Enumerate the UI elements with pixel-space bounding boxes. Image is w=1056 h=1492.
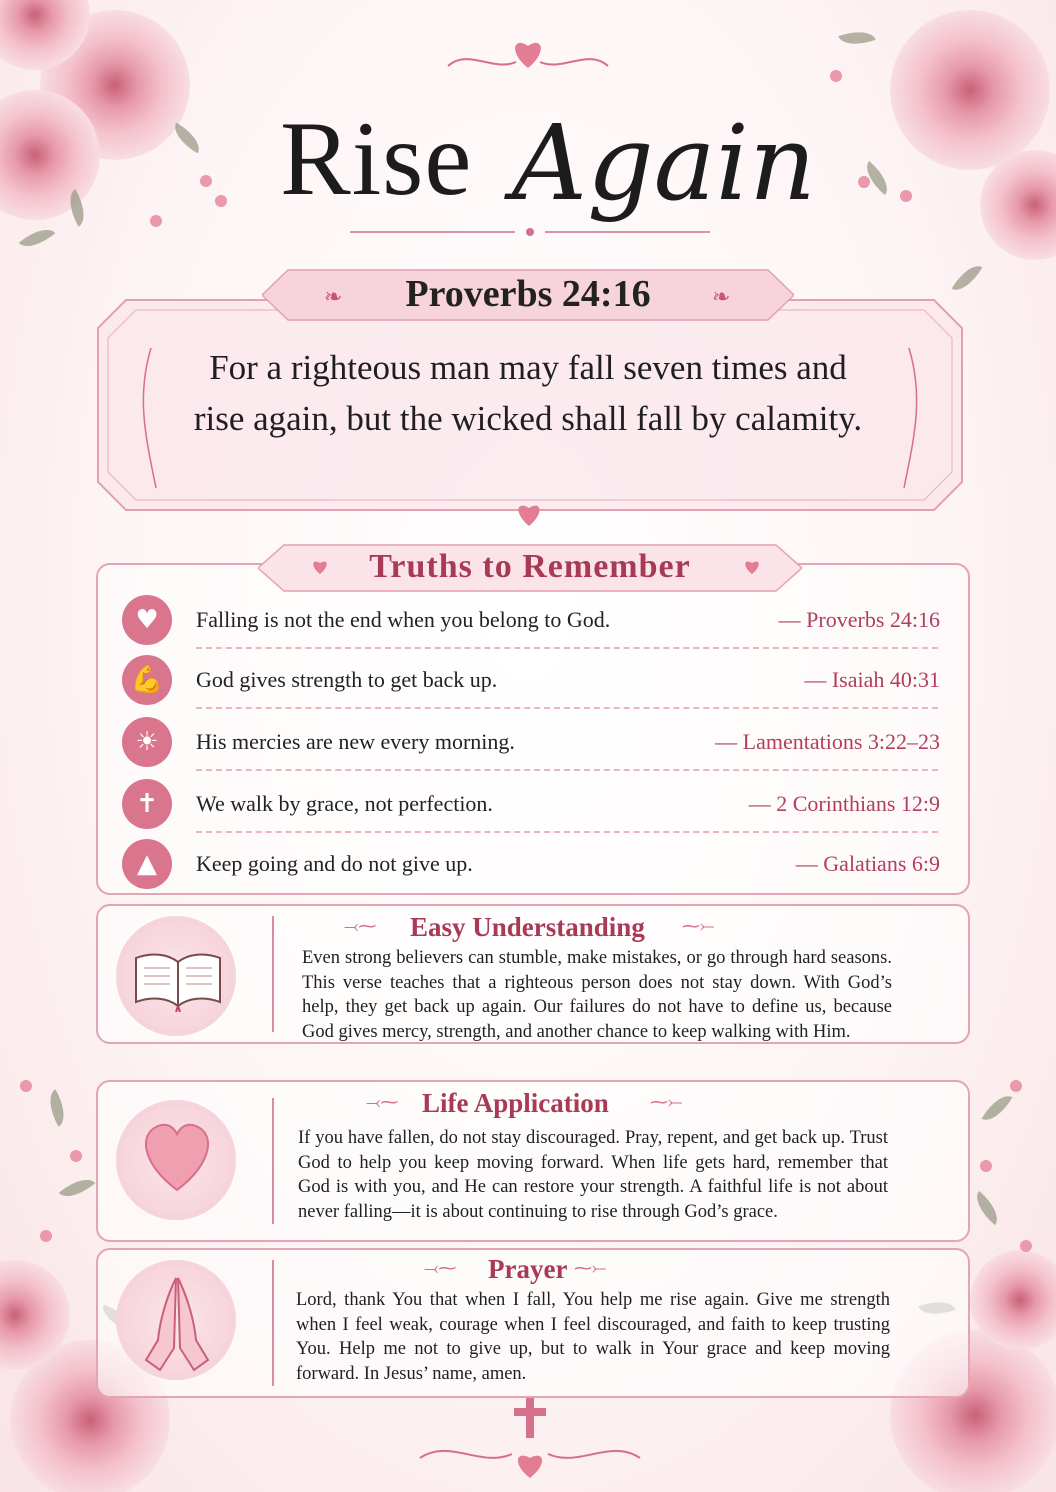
- verse-reference: Proverbs 24:16: [405, 273, 651, 315]
- section-life-application: ⤙⁓ Life Application ⁓⤚ If you have fallen, do not stay discouraged. Pray, repent, and get back up. Trust God to help you keep moving forward. When life gets hard, remember that God is with you, and He can restore your strength. A faithful life is not about never falling—it is about continuing to rise through God’s grace.: [96, 1080, 970, 1242]
- open-bible-icon: [132, 948, 224, 1012]
- truth-row: [118, 831, 938, 891]
- truth-reference: — 2 Corinthians 12:9: [748, 791, 940, 816]
- truth-row: [118, 647, 938, 707]
- strength-arm-icon: 💪: [122, 655, 172, 705]
- truths-heading: Truths to Remember: [369, 548, 691, 585]
- truths-banner: [258, 542, 802, 594]
- svg-text:❧: ❧: [712, 285, 731, 310]
- truth-text: We walk by grace, not perfection.: [196, 791, 493, 816]
- truth-text: God gives strength to get back up.: [196, 667, 498, 692]
- sunrise-icon: ☀: [122, 717, 172, 767]
- verse-text: For a righteous man may fall seven times and rise again, but the wicked shall fall by calamity.: [193, 348, 863, 438]
- section-easy-understanding: ⤙⁓ Easy Understanding ⁓⤚ Even strong believers can stumble, make mistakes, or go through hard seasons. This verse teaches that a righteous person does not stay down. With God’s help, they get back up again. Our failures do not have to define us, because God gives mercy, strength, and another chance to keep walking with Him.: [96, 904, 970, 1044]
- truth-row: [118, 709, 938, 769]
- section-title: Life Application: [422, 1088, 609, 1118]
- section-title: Easy Understanding: [410, 912, 645, 942]
- section-body: Even strong believers can stumble, make mistakes, or go through hard seasons. This verse teaches that a righteous person does not stay down. With God’s help, they get back up again. Our failures do not have to define us, because God gives mercy, strength, and another chance to keep walking with Him.: [302, 948, 892, 1042]
- truth-reference: — Lamentations 3:22–23: [715, 729, 940, 754]
- section-prayer: ⤙⁓ Prayer ⁓⤚ Lord, thank You that when I fall, You help me rise again. Give me strength when I feel weak, courage when I feel discouraged, and faith to keep trusting You. Help me not to give up, but to walk in Your grace and keep moving forward. In Jesus’ name, amen.: [96, 1248, 970, 1398]
- title-again: Again: [512, 102, 816, 224]
- truth-reference: — Galatians 6:9: [795, 851, 940, 876]
- cross-heart-flourish-icon: [400, 1398, 660, 1482]
- section-title: Prayer: [488, 1254, 568, 1284]
- truth-reference: — Isaiah 40:31: [804, 667, 940, 692]
- truth-text: His mercies are new every morning.: [196, 729, 515, 754]
- truth-row: [118, 587, 938, 647]
- truth-reference: — Proverbs 24:16: [778, 607, 940, 632]
- title-rise: Rise: [280, 100, 473, 217]
- heart-icon: [512, 498, 546, 528]
- cross-icon: ✝: [122, 779, 172, 829]
- section-body: Lord, thank You that when I fall, You help me rise again. Give me strength when I feel weak, courage when I feel discouraged, and faith to keep trusting You. Help me not to give up, but to walk in Your grace and keep moving forward. In Jesus’ name, amen.: [296, 1290, 890, 1384]
- section-body: If you have fallen, do not stay discouraged. Pray, repent, and get back up. Trust God to help you keep moving forward. When life gets hard, remember that God is with you, and He can restore your strength. A faithful life is not about never falling—it is about continuing to rise through God’s grace.: [298, 1128, 888, 1222]
- truth-text: Keep going and do not give up.: [196, 851, 473, 876]
- truth-text: Falling is not the end when you belong to God.: [196, 607, 611, 632]
- title-divider: [330, 222, 730, 242]
- heart-flourish-icon: [438, 28, 618, 78]
- mountain-flag-icon: ▲: [122, 839, 172, 889]
- truths-box: [96, 563, 970, 895]
- svg-text:❧: ❧: [324, 285, 343, 310]
- heart-icon: ♥: [122, 595, 172, 645]
- reference-banner: [262, 266, 794, 324]
- truth-row: [118, 771, 938, 831]
- praying-hands-icon: [138, 1274, 216, 1374]
- heart-icon: [138, 1120, 216, 1192]
